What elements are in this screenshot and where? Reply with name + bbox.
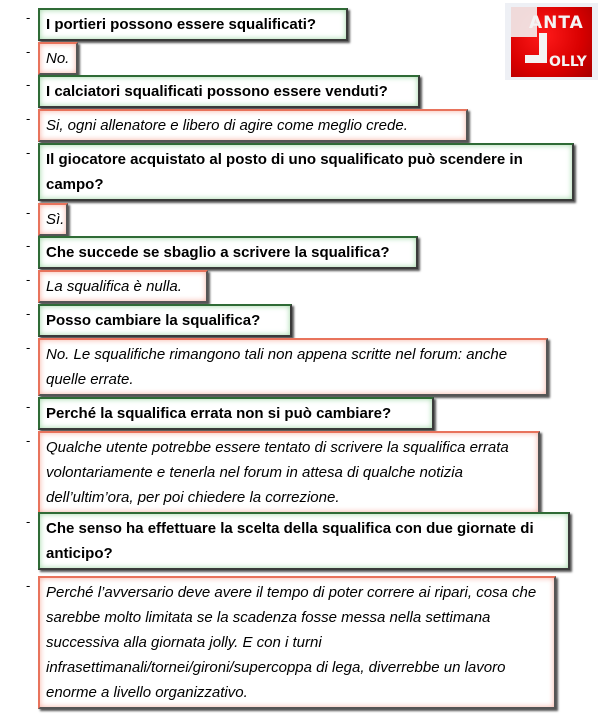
- answer-box: La squalifica è nulla.: [38, 270, 208, 303]
- bullet: -: [26, 514, 31, 529]
- faq-item: [0, 576, 556, 709]
- question-box: Che succede se sbaglio a scrivere la squalifica?: [38, 236, 418, 269]
- faq-item: [0, 42, 78, 75]
- bullet: -: [26, 111, 31, 126]
- fanta-jolly-logo: [505, 3, 598, 80]
- bullet: -: [26, 77, 31, 92]
- bullet: -: [26, 578, 31, 593]
- bullet: -: [26, 44, 31, 59]
- question-box: I portieri possono essere squalificati?: [38, 8, 348, 41]
- faq-item: [0, 338, 548, 396]
- bullet: -: [26, 399, 31, 414]
- logo-badge: [511, 7, 592, 77]
- question-box: Posso cambiare la squalifica?: [38, 304, 292, 337]
- answer-box: Perché l’avversario deve avere il tempo di poter correre ai ripari, cosa che sarebbe molto limitata se la scadenza fosse messa nella settimana successiva alla giornata jolly. E con i turni infrasettimanali/tornei/gironi/supercoppa di lega, diverrebbe un lavoro enorme a livello organizzativo.: [38, 576, 556, 709]
- answer-box: Si, ogni allenatore e libero di agire come meglio crede.: [38, 109, 468, 142]
- question-box: Il giocatore acquistato al posto di uno squalificato può scendere in campo?: [38, 143, 574, 201]
- faq-item: [0, 236, 418, 269]
- faq-item: [0, 397, 434, 430]
- logo-top-word: ANTA: [529, 13, 584, 33]
- faq-item: [0, 304, 292, 337]
- bullet: -: [26, 306, 31, 321]
- answer-box: Sì.: [38, 203, 68, 236]
- bullet: -: [26, 10, 31, 25]
- answer-box: Qualche utente potrebbe essere tentato di scrivere la squalifica errata volontariamente e tenerla nel forum in attesa di qualche notizia dell’ultim’ora, per poi chiedere la correzione.: [38, 431, 540, 514]
- faq-item: [0, 8, 348, 41]
- faq-item: [0, 512, 570, 570]
- bullet: -: [26, 340, 31, 355]
- faq-item: [0, 109, 468, 142]
- question-box: I calciatori squalificati possono essere venduti?: [38, 75, 420, 108]
- answer-box: No. Le squalifiche rimangono tali non appena scritte nel forum: anche quelle errate.: [38, 338, 548, 396]
- bullet: -: [26, 433, 31, 448]
- bullet: -: [26, 205, 31, 220]
- logo-j-base: [525, 55, 547, 63]
- question-box: Perché la squalifica errata non si può cambiare?: [38, 397, 434, 430]
- faq-item: [0, 431, 540, 514]
- faq-item: [0, 270, 208, 303]
- faq-item: [0, 203, 68, 236]
- bullet: -: [26, 238, 31, 253]
- bullet: -: [26, 145, 31, 160]
- faq-item: [0, 75, 420, 108]
- question-box: Che senso ha effettuare la scelta della squalifica con due giornate di anticipo?: [38, 512, 570, 570]
- logo-bottom-word: OLLY: [549, 54, 587, 70]
- faq-item: [0, 143, 574, 201]
- bullet: -: [26, 272, 31, 287]
- answer-box: No.: [38, 42, 78, 75]
